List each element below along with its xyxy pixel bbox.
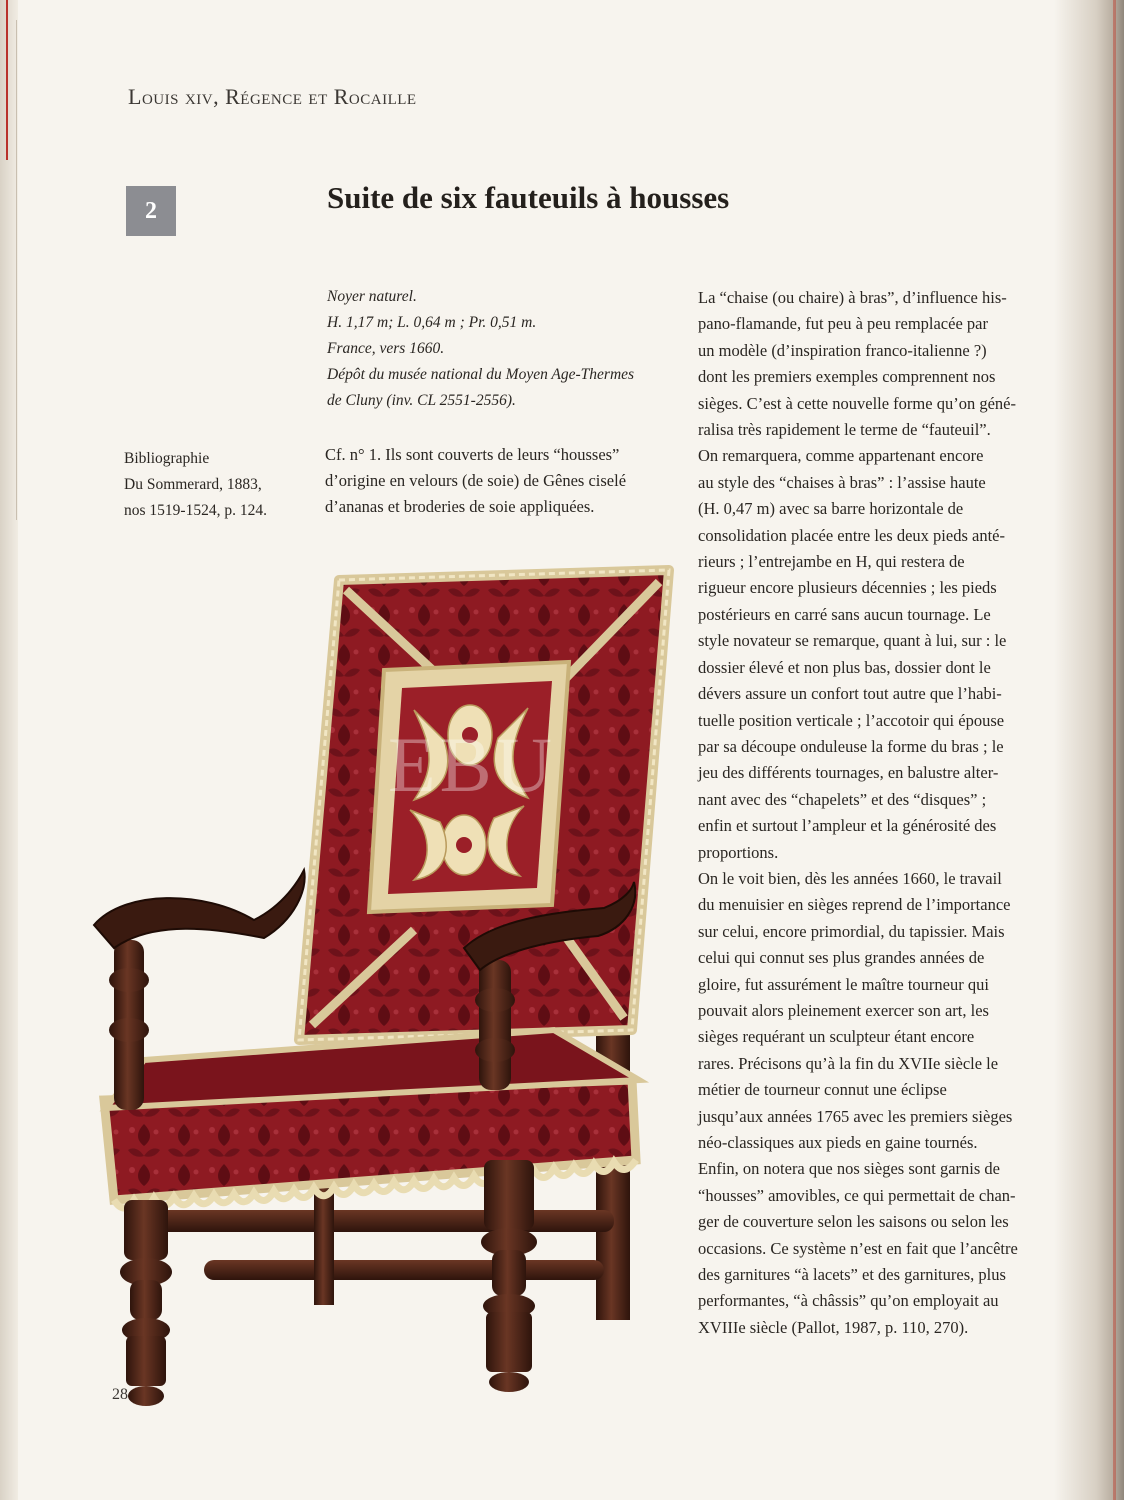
body-line: ger de couverture selon les saisons ou selon les [698,1212,1009,1232]
watermark: EBU [388,721,556,808]
body-line: rieurs ; l’entrejambe en H, qui restera de [698,552,965,572]
spec-line: France, vers 1660. [327,340,445,357]
body-line: gloire, fut assurément le maître tourneur qui [698,974,989,994]
body-line: rares. Précisons qu’à la fin du XVIIe siècle le [698,1053,999,1073]
spec-line: Dépôt du musée national du Moyen Age-Thermes [327,366,635,383]
intro-line: Cf. n° 1. Ils sont couverts de leurs “housses” [325,445,620,464]
body-line: La “chaise (ou chaire) à bras”, d’influence his- [698,288,1007,307]
body-line: des garnitures “à lacets” et des garnitures, plus [698,1265,1006,1285]
body-line: au style des “chaises à bras” : l’assise haute [698,472,986,492]
body-line: “housses” amovibles, ce qui permettait de chan- [698,1185,1016,1205]
body-line: Enfin, on notera que nos sièges sont garnis de [698,1159,1000,1179]
armchair-photo [84,560,684,1410]
edge-mark [16,20,17,520]
body-line: XVIIIe siècle (Pallot, 1987, p. 110, 270). [698,1317,969,1337]
body-line: consolidation placée entre les deux pieds anté- [698,525,1005,545]
intro-paragraph [325,442,680,520]
body-line: dévers assure un confort tout autre que l’habi- [698,684,1002,704]
entry-title: Suite de six fauteuils à housses [327,180,730,215]
body-line: sur celui, encore primordial, du tapissier. Mais [698,921,1005,941]
body-line: par sa découpe onduleuse la forme du bras ; le [698,736,1004,756]
body-line: proportions. [698,842,779,862]
bibliography-line: nos 1519-1524, p. 124. [124,502,267,519]
body-line: postérieurs en carré sans aucun tournage. Le [698,604,991,624]
body-line: occasions. Ce système n’est en fait que l’ancêtre [698,1238,1018,1258]
body-line: sièges requérant un sculpteur étant encore [698,1027,975,1047]
body-line: nant avec des “chapelets” et des “disques” ; [698,789,987,809]
body-line: néo-classiques aux pieds en gaine tournés. [698,1133,978,1152]
page-edge-right [1054,0,1124,1500]
body-line: dont les premiers exemples comprennent nos [698,367,996,387]
spec-line: de Cluny (inv. CL 2551-2556). [327,392,516,409]
body-line: un modèle (d’inspiration franco-italienne ?) [698,340,987,360]
body-line: performantes, “à châssis” qu’on employait au [698,1291,999,1311]
body-line: du menuisier en sièges reprend de l’importance [698,895,1011,915]
edge-mark [6,0,8,160]
body-line: pouvait alors pleinement exercer son art, les [698,1000,989,1020]
body-line: jeu des différents tournages, en balustre alter- [698,763,999,783]
running-head-text: Louis xiv, Régence et Rocaille [128,84,417,109]
page-number: 28 [112,1386,128,1403]
body-text-column [698,285,1058,1341]
bibliography-line: Bibliographie [124,450,210,467]
body-line: celui qui connut ses plus grandes années de [698,948,985,968]
body-line: style novateur se remarque, quant à lui, sur : le [698,631,1007,651]
bibliography-line: Du Sommerard, 1883, [124,476,262,493]
spec-line: Noyer naturel. [327,288,417,305]
edge-mark [1113,0,1116,1500]
intro-line: d’origine en velours (de soie) de Gênes ciselé [325,471,627,490]
object-specifications [327,284,687,414]
body-line: rigueur encore plusieurs décennies ; les pieds [698,578,997,598]
body-line: dossier élevé et non plus bas, dossier dont le [698,657,991,677]
chapter-number-badge: 2 [126,186,176,236]
body-line: sièges. C’est à cette nouvelle forme qu’on géné- [698,393,1016,413]
page-edge-left [0,0,18,1500]
running-head [128,84,417,110]
body-line: ralisa très rapidement le terme de “fauteuil”. [698,420,991,440]
body-line: (H. 0,47 m) avec sa barre horizontale de [698,499,964,519]
intro-line: d’ananas et broderies de soie appliquées. [325,497,595,516]
body-line: tuelle position verticale ; l’accotoir qui épouse [698,710,1005,730]
body-line: enfin et surtout l’ampleur et la générosité des [698,816,997,836]
body-line: pano-flamande, fut peu à peu remplacée par [698,314,988,334]
body-line: On le voit bien, dès les années 1660, le travail [698,868,1002,888]
spec-line: H. 1,17 m; L. 0,64 m ; Pr. 0,51 m. [327,314,537,331]
bibliography [124,446,304,524]
body-line: On remarquera, comme appartenant encore [698,446,984,466]
body-line: métier de tourneur connut une éclipse [698,1080,947,1100]
body-line: jusqu’aux années 1765 avec les premiers sièges [698,1106,1013,1126]
